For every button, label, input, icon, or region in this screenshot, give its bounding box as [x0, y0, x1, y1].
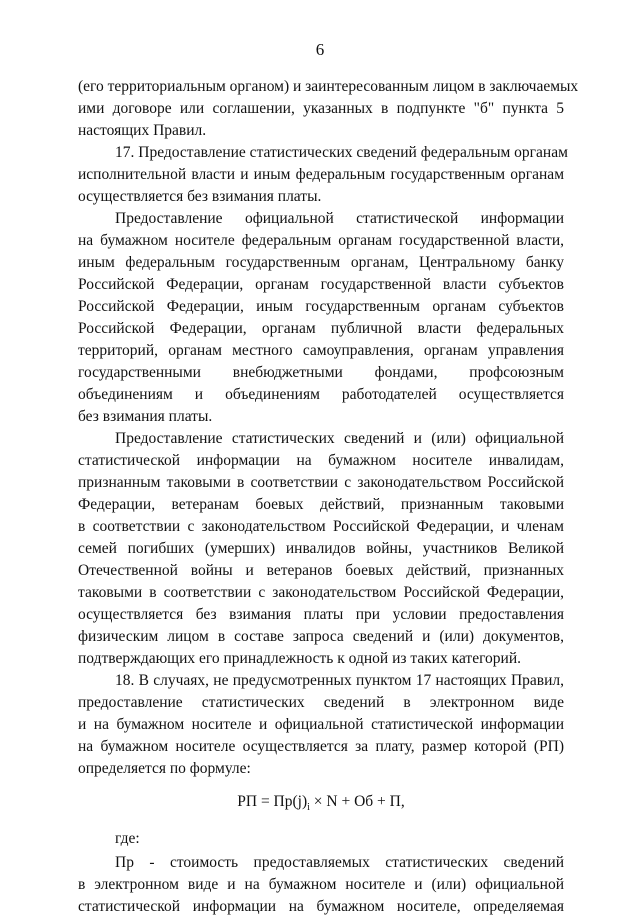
paragraph-p5-line: и на бумажном носителе и официальной статистической информации	[78, 716, 564, 733]
paragraph-p1-line: (его территориальным органом) и заинтересованным лицом в заключаемых	[78, 78, 579, 95]
paragraph-p5-line: предоставление статистических сведений в электронном виде	[78, 694, 564, 711]
definition-line: в электронном виде и на бумажном носителе и (или) официальной	[78, 876, 564, 893]
paragraph-p4-line: в соответствии с законодательством Российской Федерации, и членам	[78, 518, 564, 535]
paragraph-p3-line: иным федеральным государственным органам, Центральному банку	[78, 254, 564, 271]
paragraph-p4-line: подтверждающих его принадлежность к одной из таких категорий.	[78, 650, 522, 667]
paragraph-p1-line: ими договоре или соглашении, указанных в подпункте "б" пункта 5	[78, 100, 564, 117]
paragraph-p4-line: таковыми в соответствии с законодательством Российской Федерации,	[78, 584, 564, 601]
paragraph-p2-line: 17. Предоставление статистических сведений федеральным органам	[115, 144, 568, 161]
paragraph-p5-line: определяется по формуле:	[78, 760, 251, 777]
formula-subscript: i	[307, 802, 310, 814]
paragraph-p4-line: признанным таковыми в соответствии с законодательством Российской	[78, 474, 564, 491]
paragraph-p3-line: без взимания платы.	[78, 408, 213, 425]
paragraph-p3-line: Российской Федерации, иным государственным органам субъектов	[78, 298, 564, 315]
definition-line: статистической информации на бумажном носителе, определяемая	[78, 898, 564, 915]
definition-line: Пр - стоимость предоставляемых статистических сведений	[115, 854, 564, 871]
paragraph-p4-line: Отечественной войны и ветеранов боевых действий, признанных	[78, 562, 564, 579]
formula-main: РП = Пр(j)	[237, 793, 308, 810]
document-body	[78, 76, 579, 918]
paragraph-p4-line: семей погибших (умерших) инвалидов войны, участников Великой	[78, 540, 564, 557]
paragraph-p5-line: 18. В случаях, не предусмотренных пунктом 17 настоящих Правил,	[115, 672, 564, 689]
paragraph-p3-line: объединениям и объединениям работодателей осуществляется	[78, 386, 564, 403]
paragraph-p5-line: на бумажном носителе осуществляется за плату, размер которой (РП)	[78, 738, 564, 755]
paragraph-p2-line: осуществляется без взимания платы.	[78, 188, 322, 205]
paragraph-p4-line: физическим лицом в составе запроса сведений и (или) документов,	[78, 628, 564, 645]
paragraph-p3-line: Российской Федерации, органам публичной власти федеральных	[78, 320, 564, 337]
paragraph-p4-line: статистической информации на бумажном носителе инвалидам,	[78, 452, 564, 469]
paragraph-p3-line: Предоставление официальной статистической информации	[115, 210, 564, 227]
paragraph-p2-line: исполнительной власти и иным федеральным государственным органам	[78, 166, 564, 183]
paragraph-p3-line: Российской Федерации, органам государственной власти субъектов	[78, 276, 564, 293]
paragraph-p3-line: на бумажном носителе федеральным органам государственной власти,	[78, 232, 564, 249]
paragraph-p3-line: территорий, органам местного самоуправления, органам управления	[78, 342, 564, 359]
formula	[78, 786, 564, 818]
where-label: где:	[115, 830, 140, 847]
paragraph-p4-line: Федерации, ветеранам боевых действий, признанным таковыми	[78, 496, 564, 513]
paragraph-p4-line: Предоставление статистических сведений и (или) официальной	[115, 430, 564, 447]
paragraph-p4-line: осуществляется без взимания платы при условии предоставления	[78, 606, 564, 623]
formula-rest: × N + Об + П,	[309, 793, 405, 810]
paragraph-p1-line: настоящих Правил.	[78, 122, 207, 139]
page-number: 6	[315, 40, 325, 59]
paragraph-p3-line: государственными внебюджетными фондами, профсоюзным	[78, 364, 564, 381]
